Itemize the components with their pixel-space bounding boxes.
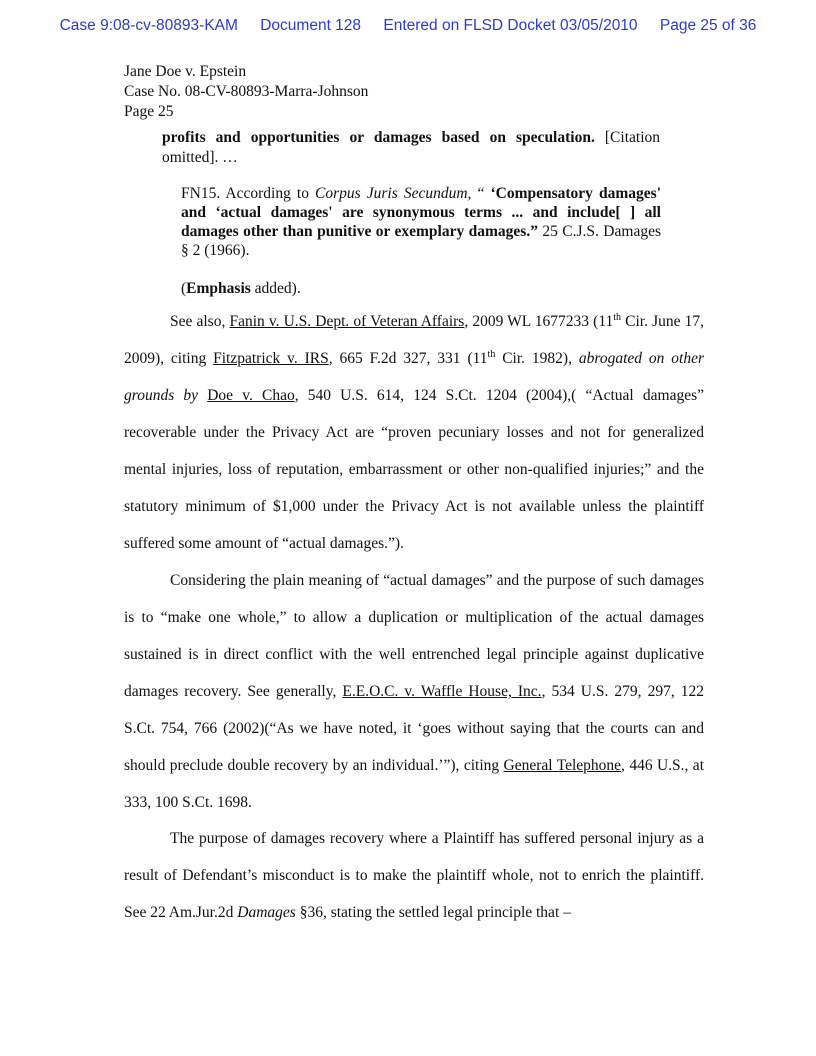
- quote-bold: profits and opportunities or damages based on speculation.: [162, 129, 595, 146]
- header-case-title: Jane Doe v. Epstein: [124, 63, 247, 80]
- footnote-quote: [181, 184, 661, 260]
- fn-quote-open: “: [471, 185, 491, 202]
- stamp-entered: Entered on FLSD Docket 03/05/2010: [383, 17, 638, 34]
- case-link-general-telephone: General Telephone: [503, 757, 622, 774]
- header-page-number: Page 25: [124, 103, 174, 120]
- case-link-doe-v-chao: Doe v. Chao: [207, 387, 295, 404]
- page-header: [124, 62, 368, 122]
- quote-rest: [Citation omitted]. …: [162, 129, 661, 166]
- case-link-fanin: Fanin v. U.S. Dept. of Veteran Affairs: [229, 313, 465, 330]
- emphasis-rest: added).: [250, 280, 301, 297]
- case-link-eeoc: E.E.O.C. v. Waffle House, Inc.: [342, 683, 542, 700]
- fn-intro: FN15. According to: [181, 185, 316, 202]
- emphasis-open: (: [181, 280, 187, 297]
- fn-bold-quote: ‘Compensatory damages' and ‘actual damages' are synonymous terms ... and include[ ] all damages other than punitive or exemplary damages.”: [181, 185, 662, 240]
- stamp-case: Case 9:08-cv-80893-KAM: [59, 17, 238, 34]
- emphasis-bold: Emphasis: [186, 280, 251, 297]
- emphasis-note: [181, 279, 661, 298]
- fn-citation: 25 C.J.S. Damages § 2 (1966).: [181, 223, 661, 259]
- body-paragraph-1: See also, Fanin v. U.S. Dept. of Veteran Affairs, 2009 WL 1677233 (11th Cir. June 17, 2009), citing Fitzpatrick v. IRS, 665 F.2d 327, 331 (11th Cir. 1982), abrogated on other grounds by Doe v. Chao, 540 U.S. 614, 124 S.Ct. 1204 (2004),( “Actual damages” recoverable under the Privacy Act are “proven pecuniary losses and not for generalized mental injuries, loss of reputation, embarrassment or other non-qualified injuries;” and the statutory minimum of $1,000 under the Privacy Act is not available unless the plaintiff suffered some amount of “actual damages.”).: [124, 311, 704, 552]
- body-paragraph-2: Considering the plain meaning of “actual damages” and the purpose of such damages is to “make one whole,” to allow a duplication or multiplication of the actual damages sustained is in direct conflict with the well entrenched legal principle against duplicative damages recovery. See generally, E.E.O.C. v. Waffle House, Inc., 534 U.S. 279, 297, 122 S.Ct. 754, 766 (2002)(“As we have noted, it ‘goes without saying that the courts can and should preclude double recovery by an individual.’”), citing General Telephone, 446 U.S., at 333, 100 S.Ct. 1698.: [124, 572, 704, 811]
- docket-stamp: [0, 17, 816, 35]
- body-paragraph-3: The purpose of damages recovery where a Plaintiff has suffered personal injury as a result of Defendant’s misconduct is to make the plaintiff whole, not to enrich the plaintiff. See 22 Am.Jur.2d Damages §36, stating the settled legal principle that –: [124, 830, 704, 921]
- block-quote: [162, 128, 660, 168]
- stamp-page: Page 25 of 36: [659, 17, 757, 34]
- stamp-document: Document 128: [260, 17, 362, 34]
- case-link-fitzpatrick: Fitzpatrick v. IRS: [213, 350, 329, 367]
- fn-source: Corpus Juris Secundum,: [315, 185, 472, 202]
- header-case-number: Case No. 08-CV-80893-Marra-Johnson: [124, 83, 369, 100]
